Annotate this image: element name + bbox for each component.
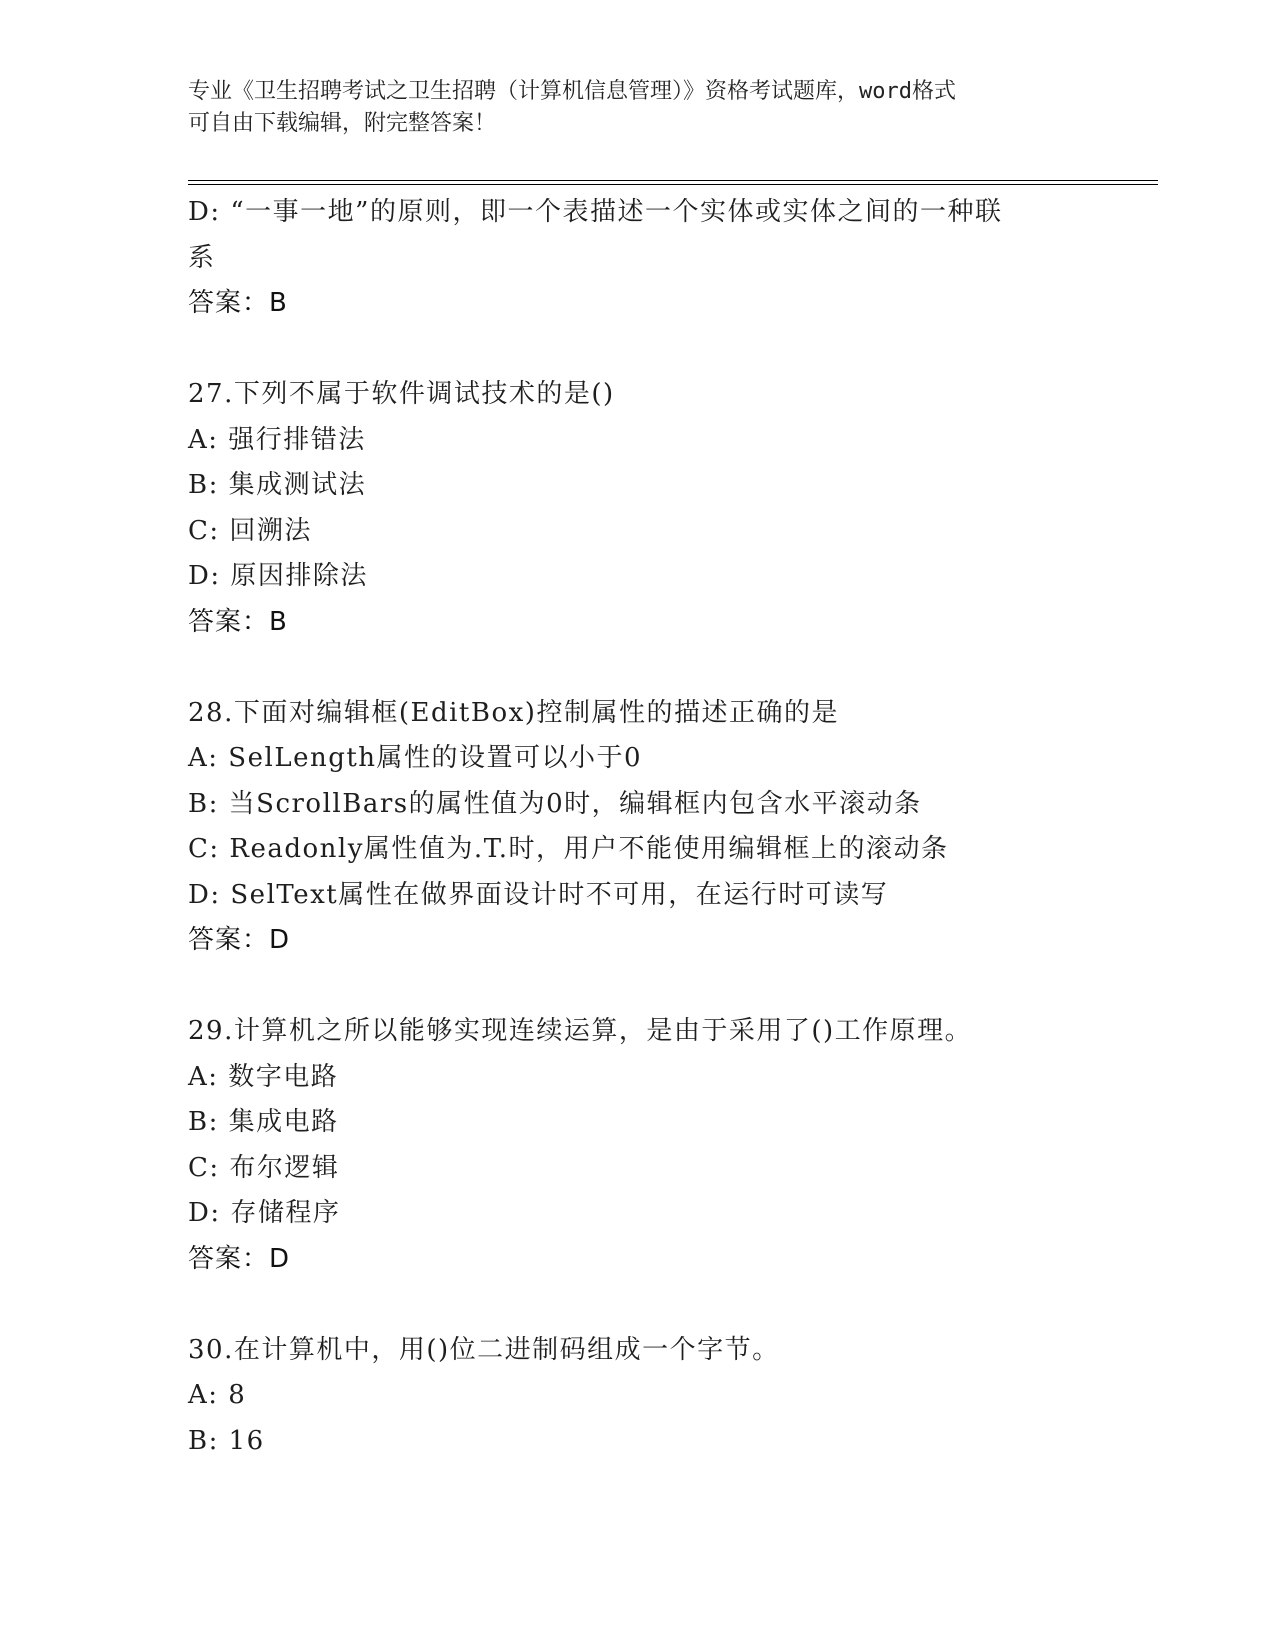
answer-label: 答案：B [188, 288, 288, 318]
question-29 [188, 1009, 1088, 1282]
option-d: D: 存储程序 [188, 1198, 341, 1228]
option-c: C: Readonly属性值为.T.时，用户不能使用编辑框上的滚动条 [188, 834, 949, 864]
spacer [188, 964, 1088, 1010]
option-b: B: 集成电路 [188, 1107, 339, 1137]
question-28 [188, 691, 1088, 964]
spacer [188, 327, 1088, 373]
question-26-tail [188, 190, 1088, 327]
spacer [188, 1282, 1088, 1328]
option-d-continuation: 系 [188, 242, 216, 273]
answer-label: 答案：D [188, 1243, 291, 1274]
question-stem: 30.在计算机中，用()位二进制码组成一个字节。 [188, 1334, 780, 1365]
spacer [188, 645, 1088, 691]
document-header [188, 76, 1088, 140]
question-27 [188, 372, 1088, 645]
header-line-2: 可自由下载编辑，附完整答案！ [188, 111, 497, 136]
answer-label: 答案：D [188, 925, 291, 955]
question-30 [188, 1328, 1088, 1465]
option-b: B: 16 [188, 1425, 265, 1456]
option-a: A: 8 [188, 1380, 247, 1410]
header-line-1: 专业《卫生招聘考试之卫生招聘（计算机信息管理）》资格考试题库，word格式 [188, 79, 956, 104]
question-stem: 28.下面对编辑框(EditBox)控制属性的描述正确的是 [188, 697, 839, 728]
header-double-rule [188, 180, 1158, 185]
option-a: A: 数字电路 [188, 1061, 339, 1092]
question-list [188, 190, 1088, 1464]
answer-label: 答案：B [188, 606, 288, 637]
option-d: D: 原因排除法 [188, 561, 368, 591]
option-a: A: SelLength属性的设置可以小于0 [188, 743, 643, 773]
option-d: D: SelText属性在做界面设计时不可用，在运行时可读写 [188, 879, 889, 910]
option-c: C: 回溯法 [188, 515, 312, 546]
question-stem: 29.计算机之所以能够实现连续运算，是由于采用了()工作原理。 [188, 1016, 973, 1046]
option-d: D: “一事一地”的原则，即一个表描述一个实体或实体之间的一种联 [188, 197, 1003, 227]
option-b: B: 当ScrollBars的属性值为0时，编辑框内包含水平滚动条 [188, 788, 922, 819]
option-c: C: 布尔逻辑 [188, 1152, 340, 1183]
question-stem: 27.下列不属于软件调试技术的是() [188, 379, 615, 409]
option-a: A: 强行排错法 [188, 424, 366, 455]
option-b: B: 集成测试法 [188, 470, 367, 500]
